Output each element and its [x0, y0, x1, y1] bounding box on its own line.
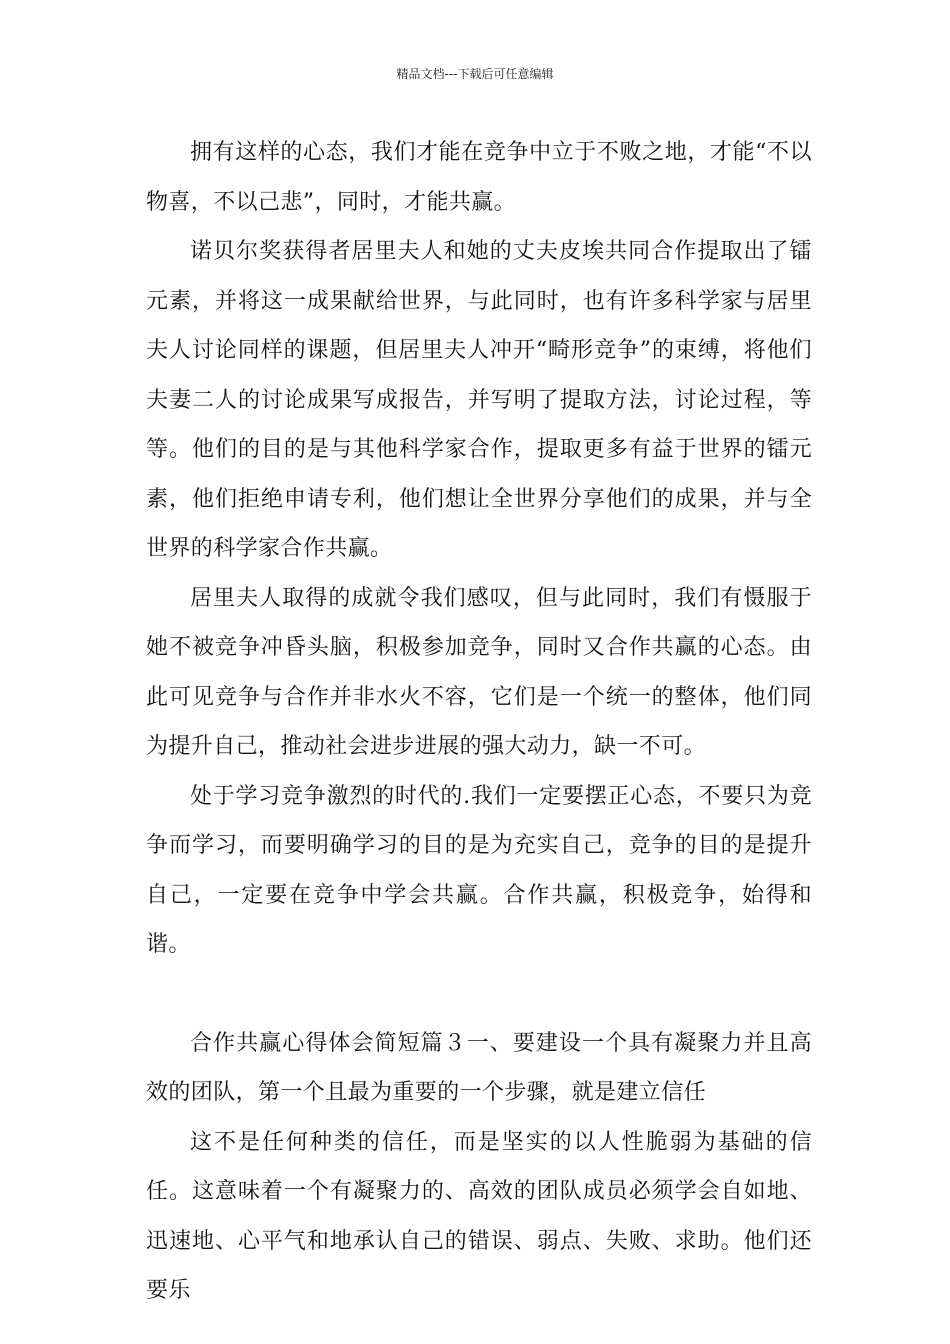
paragraph: 这不是任何种类的信任，而是坚实的以人性脆弱为基础的信任。这意味着一个有凝聚力的、高效的团队成员必须学会自如地、迅速地、心平气和地承认自己的错误、弱点、失败、求助。他们还要乐 [146, 1129, 812, 1303]
paragraph: 处于学习竞争激烈的时代的.我们一定要摆正心态，不要只为竞争而学习，而要明确学习的目的是为充实自己，竞争的目的是提升自己，一定要在竞争中学会共赢。合作共赢，积极竞争，始得和谐。 [146, 783, 812, 957]
section-heading-paragraph: 合作共赢心得体会简短篇３一、要建设一个具有凝聚力并且高效的团队，第一个且最为重要的一个步骤，就是建立信任 [146, 1030, 812, 1105]
paragraph: 拥有这样的心态，我们才能在竞争中立于不败之地，才能“不以物喜，不以己悲”，同时，才能共赢。 [146, 140, 812, 215]
paragraph: 居里夫人取得的成就令我们感叹，但与此同时，我们有慑服于她不被竞争冲昏头脑，积极参加竞争，同时又合作共赢的心态。由此可见竞争与合作并非水火不容，它们是一个统一的整体，他们同为提升自己，推动社会进步进展的强大动力，缺一不可。 [146, 585, 812, 759]
paragraph: 诺贝尔奖获得者居里夫人和她的丈夫皮埃共同合作提取出了镭元素，并将这一成果献给世界，与此同时，也有许多科学家与居里夫人讨论同样的课题，但居里夫人冲开“畸形竞争”的束缚，将他们夫妻二人的讨论成果写成报告，并写明了提取方法，讨论过程，等等。他们的目的是与其他科学家合作，提取更多有益于世界的镭元素，他们拒绝申请专利，他们想让全世界分享他们的成果，并与全世界的科学家合作共赢。 [146, 239, 812, 561]
document-body [146, 128, 812, 1316]
section-gap [146, 970, 812, 1019]
page-header: 精品文档---下载后可任意编辑 [396, 67, 554, 81]
